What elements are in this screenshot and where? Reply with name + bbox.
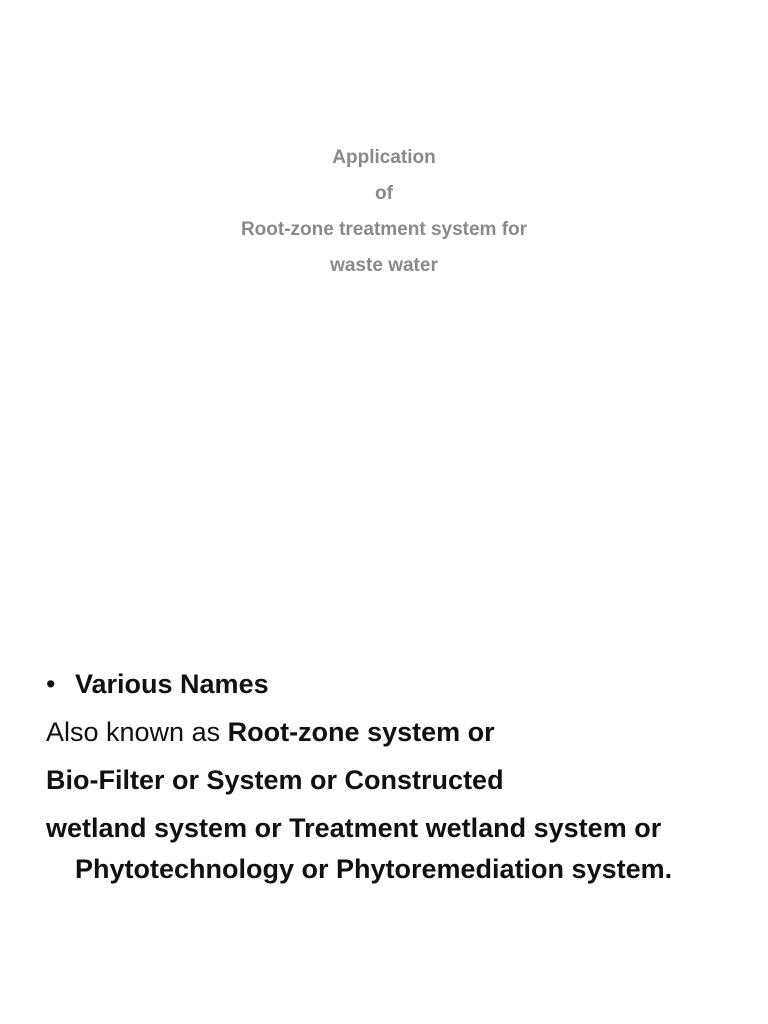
title-line-2: of <box>375 183 393 204</box>
body-line-2: Bio-Filter or System or Constructed <box>46 765 504 795</box>
title-line-1: Application <box>332 147 436 168</box>
body-line-1 <box>46 708 746 756</box>
bullet-icon: • <box>46 669 56 699</box>
body-line-1-bold: Root-zone system or <box>227 717 495 747</box>
bullet-item <box>46 660 746 708</box>
body-line-1-prefix: Also known as <box>46 717 228 747</box>
title-line-3: Root-zone treatment system for <box>240 219 528 240</box>
bullet-heading: Various Names <box>75 669 269 699</box>
title-line-4: waste water <box>330 255 438 276</box>
body-line-3: wetland system or Treatment wetland system or Phytotechnology or Phytoremediation system. <box>46 813 673 884</box>
slide-body <box>46 660 746 890</box>
slide-title <box>0 140 768 284</box>
